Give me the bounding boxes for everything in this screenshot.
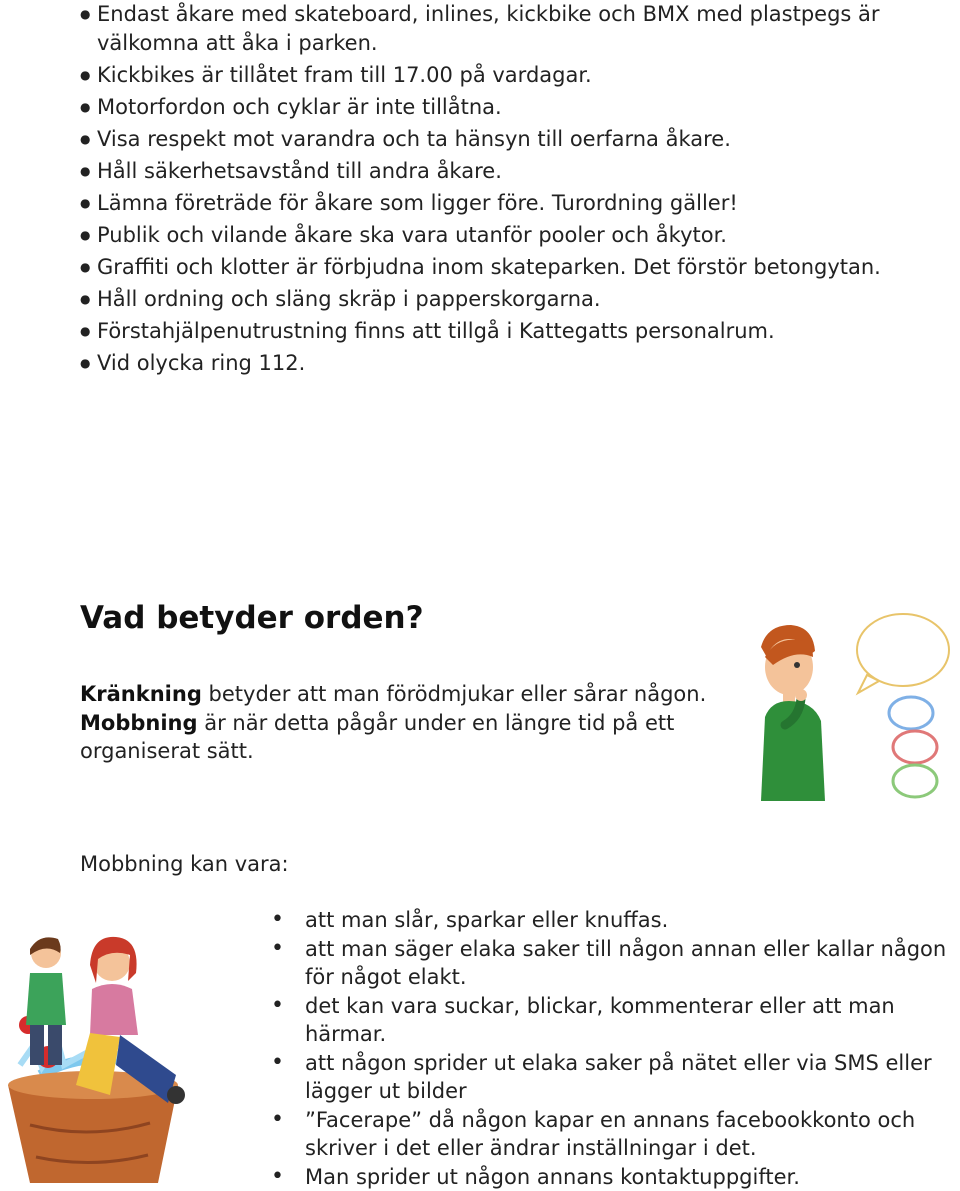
bullying-item: • Man sprider ut någon annans kontaktuppgifter. [305,1163,955,1191]
rule-item: ● Håll ordning och släng skräp i papperskorgarna. [80,285,950,314]
bullying-list [305,906,955,1191]
rule-item: ● Motorfordon och cyklar är inte tillåtna. [80,93,950,122]
definition-krankning [80,680,720,709]
definitions [80,680,720,766]
rule-item: ● Förstahjälpenutrustning finns att tillgå i Kattegatts personalrum. [80,317,950,346]
bullying-item: • ”Facerape” då någon kapar en annans facebookkonto och skriver i det eller ändrar inställningar i det. [305,1106,955,1163]
rule-item: ● Endast åkare med skateboard, inlines, kickbike och BMX med plastpegs är välkomna att åka i parken. [80,0,950,57]
definition-text: är när detta pågår under en längre tid på ett organiserat sätt. [80,711,674,764]
definition-term: Mobbning [80,711,198,735]
bullying-item: • att man säger elaka saker till någon annan eller kallar någon för något elakt. [305,935,955,992]
rule-item: ● Kickbikes är tillåtet fram till 17.00 på vardagar. [80,61,950,90]
rule-item: ● Publik och vilande åkare ska vara utanför pooler och åkytor. [80,221,950,250]
bullying-item: • att man slår, sparkar eller knuffas. [305,906,955,935]
bullying-item: • det kan vara suckar, blickar, kommenterar eller att man härmar. [305,992,955,1049]
rule-item: ● Visa respekt mot varandra och ta hänsyn till oerfarna åkare. [80,125,950,154]
rule-item: ● Graffiti och klotter är förbjudna inom skateparken. Det förstör betongytan. [80,253,950,282]
rule-item: ● Håll säkerhetsavstånd till andra åkare. [80,157,950,186]
rules-list [80,0,950,382]
definition-term: Kränkning [80,682,202,706]
bullying-illustration [0,925,190,1190]
bullying-item: • att någon sprider ut elaka saker på nätet eller via SMS eller lägger ut bilder [305,1049,955,1106]
bullying-intro: Mobbning kan vara: [80,850,289,878]
thinking-boy-illustration [755,605,955,805]
section-heading: Vad betyder orden? [80,600,424,636]
definition-mobbning [80,709,720,766]
rule-item: ● Vid olycka ring 112. [80,349,950,378]
definition-text: betyder att man förödmjukar eller sårar någon. [202,682,706,706]
rule-item: ● Lämna företräde för åkare som ligger före. Turordning gäller! [80,189,950,218]
